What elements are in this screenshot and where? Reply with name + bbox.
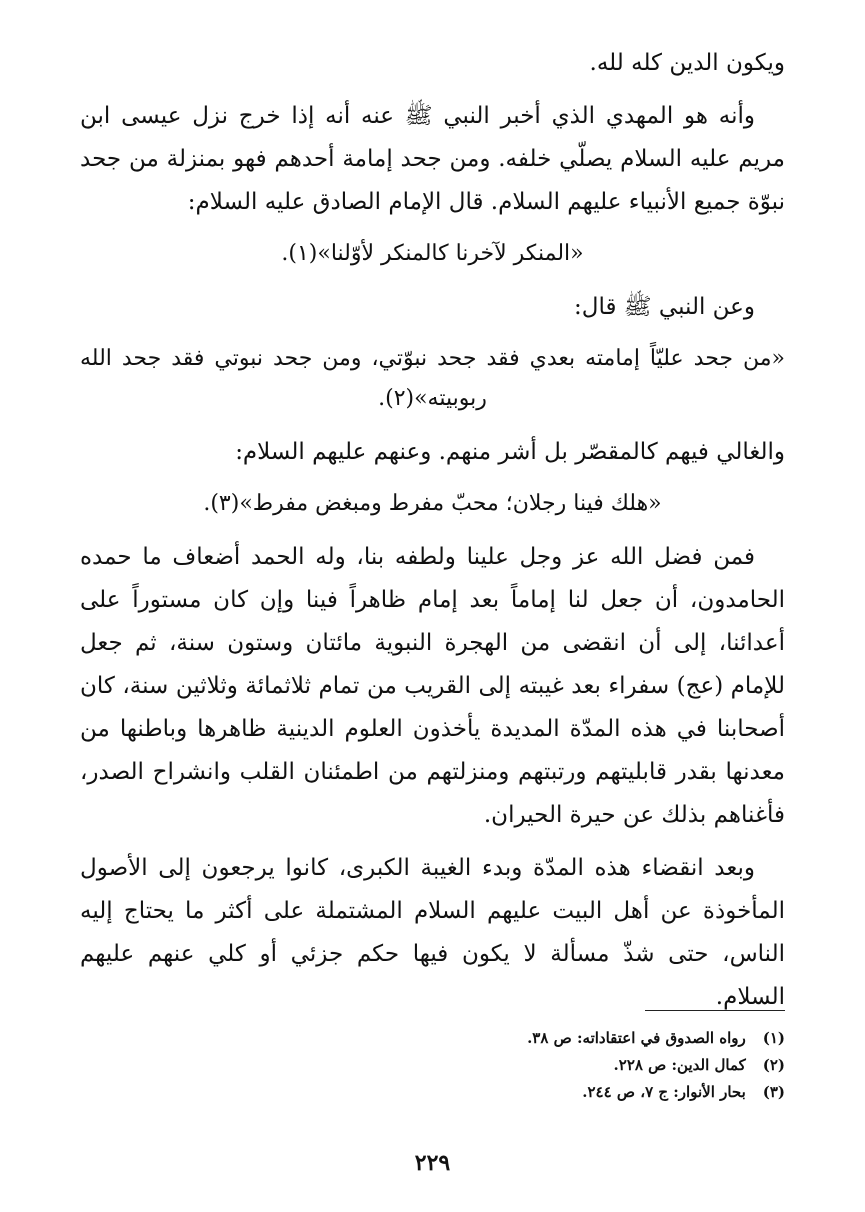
paragraph-3: وعن النبي ﷺ قال:	[574, 294, 755, 320]
quote-3: «هلك فينا رجلان؛ محبّ مفرط ومبغض مفرط»(٣).	[203, 491, 662, 516]
page-body	[80, 42, 785, 1029]
paragraph-1: ويكون الدين كله لله.	[589, 50, 785, 76]
footnote-1	[80, 1025, 785, 1052]
footnote-3	[80, 1079, 785, 1106]
footnote-text: بحار الأنوار: ج ٧، ص ٢٤٤.	[582, 1083, 746, 1101]
footnote-text: كمال الدين: ص ٢٢٨.	[613, 1056, 746, 1074]
paragraph-4: والغالي فيهم كالمقصّر بل أشر منهم. وعنهم عليهم السلام:	[235, 439, 785, 465]
footnote-2	[80, 1052, 785, 1079]
quote-2: «من جحد عليّاً إمامته بعدي فقد جحد نبوّتي، ومن جحد نبوتي فقد جحد الله ربوبيته»(٢).	[80, 346, 785, 411]
paragraph-5: فمن فضل الله عز وجل علينا ولطفه بنا، وله الحمد أضعاف ما حمده الحامدون، أن جعل لنا إماماً بعد إمام ظاهراً فينا وإن كان مستوراً على أعدائنا، إلى أن انقضى من الهجرة النبوية مائتان وستون سنة، ثم جعل للإمام (عج) سفراء بعد غيبته إلى القريب من تمام ثلاثمائة وثلاثين سنة، كان أصحابنا في هذه المدّة المديدة يأخذون العلوم الدينية ظاهرها وباطنها من معدنها بقدر قابليتهم ورتبتهم ومنزلتهم من اطمئنان القلب وانشراح الصدر، فأغناهم بذلك عن حيرة الحيران.	[80, 544, 785, 828]
page-number: ٢٢٩	[414, 1150, 451, 1176]
footnote-number: (١)	[762, 1029, 785, 1047]
footnote-divider	[645, 1010, 785, 1011]
footnote-number: (٢)	[762, 1056, 785, 1074]
paragraph-6: وبعد انقضاء هذه المدّة وبدء الغيبة الكبرى، كانوا يرجعون إلى الأصول المأخوذة عن أهل البيت عليهم السلام المشتملة على أكثر ما يحتاج إليه الناس، حتى شذّ مسألة لا يكون فيها حكم جزئي أو كلي عنهم عليهم السلام.	[80, 855, 785, 1010]
quote-1: «المنكر لآخرنا كالمنكر لأوّلنا»(١).	[281, 241, 584, 266]
paragraph-2: وأنه هو المهدي الذي أخبر النبي ﷺ عنه أنه إذا خرج نزل عيسى ابن مريم عليه السلام يصلّي خلفه. ومن جحد إمامة أحدهم فهو بمنزلة من جحد نبوّة جميع الأنبياء عليهم السلام. قال الإمام الصادق عليه السلام:	[80, 103, 785, 215]
footnote-text: رواه الصدوق في اعتقاداته: ص ٣٨.	[527, 1029, 746, 1047]
footnote-number: (٣)	[762, 1083, 785, 1101]
footnotes	[80, 1010, 785, 1106]
